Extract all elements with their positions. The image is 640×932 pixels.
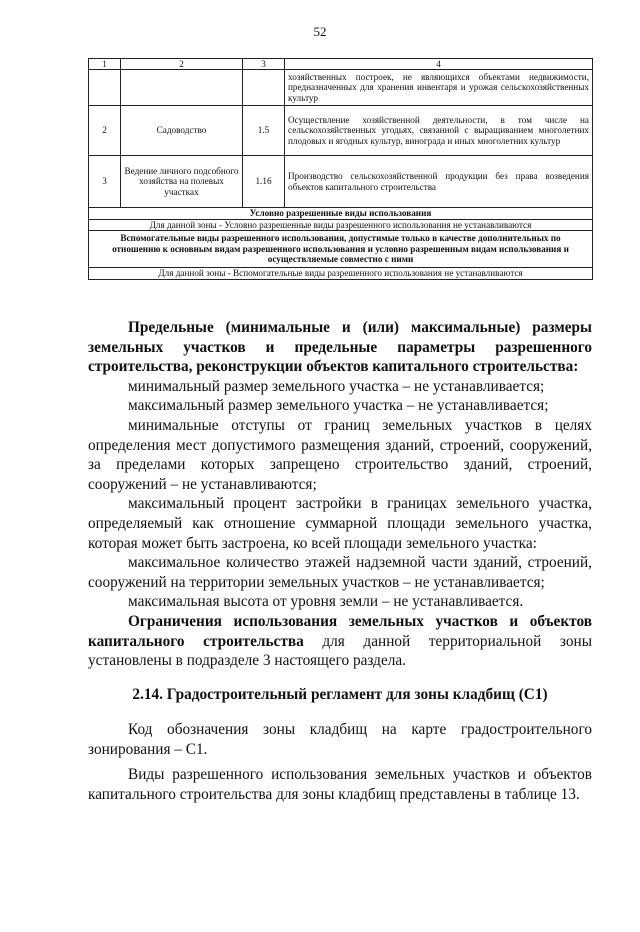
row-number: 2 <box>89 106 121 156</box>
row-code: 1.5 <box>243 106 285 156</box>
row-name <box>121 70 243 106</box>
zone-code-paragraph: Код обозначения зоны кладбищ на карте градостроительного зонирования – С1. <box>88 721 592 758</box>
table-row <box>89 231 593 268</box>
row-number <box>89 70 121 106</box>
permitted-use-table <box>88 58 593 280</box>
table-row <box>89 70 593 106</box>
max-area-line: максимальный размер земельного участка – не устанавливается; <box>128 397 549 415</box>
row-code: 1.16 <box>243 156 285 208</box>
row-number: 3 <box>89 156 121 208</box>
table-row <box>89 208 593 220</box>
regulations-body <box>88 318 592 671</box>
table-header-cell: 3 <box>243 59 285 70</box>
restrictions-paragraph: Ограничения использования земельных участков и объектов капитального строительства для данной территориальной зоны установлены в подразделе 3 настоящего раздела. <box>88 612 592 670</box>
table-header-cell: 2 <box>121 59 243 70</box>
max-percent-paragraph: максимальный процент застройки в границах земельного участка, определяемый как отношение суммарной площади земельного участка, которая может быть застроена, ко всей площади земельного участка: <box>88 495 592 552</box>
min-area-line: минимальный размер земельного участка – не устанавливается; <box>128 377 545 395</box>
table-header-cell: 4 <box>285 59 593 70</box>
section-heading: 2.14. Градостроительный регламент для зоны кладбищ (С1) <box>132 686 548 703</box>
row-description: Осуществление хозяйственной деятельности, в том числе на сельскохозяйственных угодьях, связанной с выращиванием многолетних плодовых и ягодных культур, винограда и иных многолетних культур <box>285 106 593 156</box>
auxiliary-use-note: Для данной зоны - Вспомогательные виды разрешенного использования не устанавливаются <box>89 267 593 279</box>
table-header-row <box>89 59 593 70</box>
section-body <box>88 720 592 810</box>
max-height-line: максимальная высота от уровня земли – не устанавливается. <box>128 593 524 611</box>
table-header-cell: 1 <box>89 59 121 70</box>
limits-heading: Предельные (минимальные и (или) максимальные) размеры земельных участков и предельные параметры разрешенного строительства, реконструкции объектов капитального строительства: <box>88 319 592 376</box>
row-description: хозяйственных построек, не являющихся объектами недвижимости, предназначенных для хранения инвентаря и урожая сельскохозяйственных культур <box>285 70 593 106</box>
auxiliary-use-title: Вспомогательные виды разрешенного использования, допустимые только в качестве дополнительных по отношению к основным видам разрешенного использования и условно разрешенным видам использования и осуществляемые совместно с ними <box>89 231 593 268</box>
table-row <box>89 267 593 279</box>
permitted-types-paragraph: Виды разрешенного использования земельных участков и объектов капитального строительства для зоны кладбищ представлены в таблице 13. <box>88 766 592 803</box>
row-name: Садоводство <box>121 106 243 156</box>
page-number: 52 <box>313 24 327 39</box>
table-row <box>89 219 593 231</box>
max-floors-paragraph: максимальное количество этажей надземной части зданий, строений, сооружений на территории земельных участков – не устанавливается; <box>88 554 592 591</box>
table-row <box>89 106 593 156</box>
row-code <box>243 70 285 106</box>
row-description: Производство сельскохозяйственной продукции без права возведения объектов капитального строительства <box>285 156 593 208</box>
table-row <box>89 156 593 208</box>
conditional-use-note: Для данной зоны - Условно разрешенные виды разрешенного использования не устанавливаются <box>89 219 593 231</box>
setbacks-paragraph: минимальные отступы от границ земельных участков в целях определения мест допустимого размещения зданий, строений, сооружений, за пределами которых запрещено строительство зданий, строений, сооружений – не устанавливаются; <box>88 416 592 493</box>
conditional-use-title: Условно разрешенные виды использования <box>89 208 593 220</box>
row-name: Ведение личного подсобного хозяйства на полевых участках <box>121 156 243 208</box>
